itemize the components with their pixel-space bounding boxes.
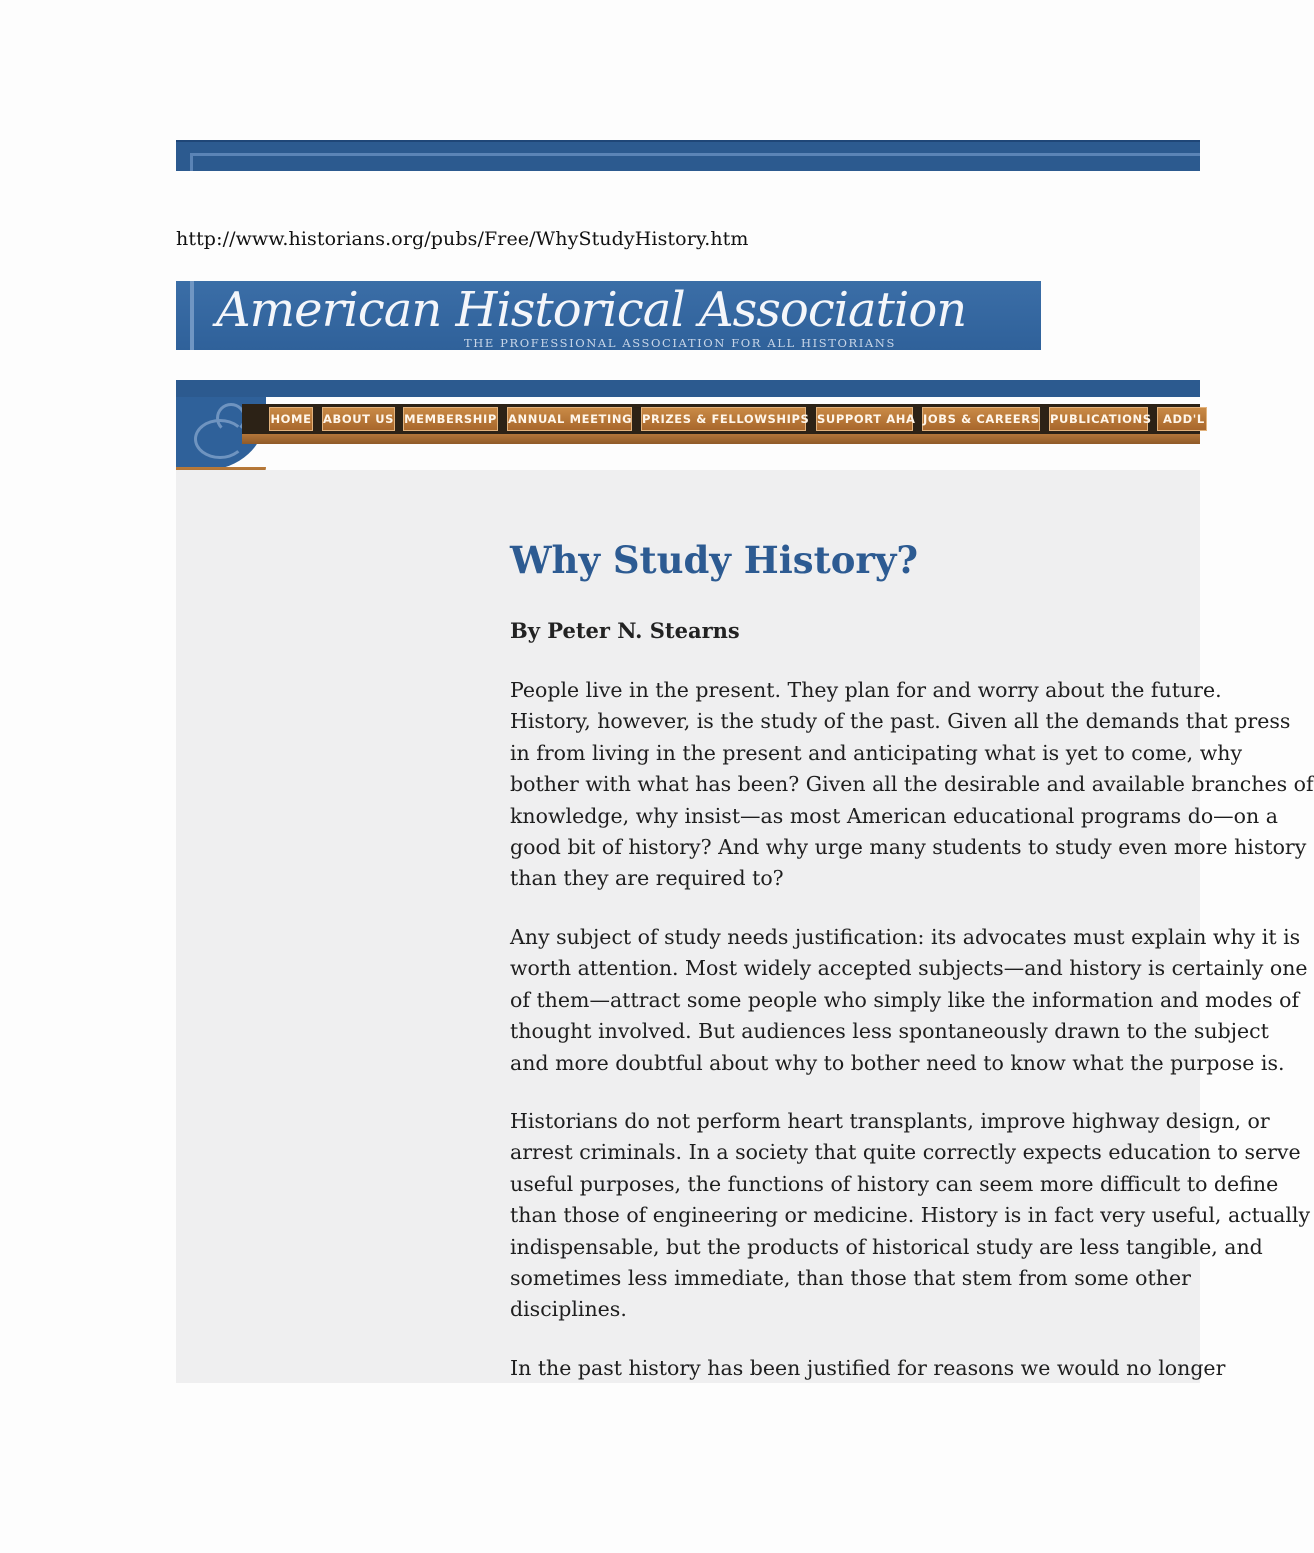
nav-bar-underline (242, 434, 1200, 444)
paragraph-line: sometimes less immediate, than those that stem from some other (510, 1265, 1191, 1290)
source-url: http://www.historians.org/pubs/Free/WhyStudyHistory.htm (176, 228, 749, 250)
paragraph-line: History, however, is the study of the past. Given all the demands that press (510, 709, 1291, 734)
top-decorative-band (176, 140, 1200, 171)
paragraph-line: bother with what has been? Given all the desirable and available branches of (510, 772, 1314, 797)
paragraph-line: good bit of history? And why urge many students to study even more history (510, 834, 1307, 859)
nav-item-home[interactable]: HOME (269, 407, 313, 431)
paragraph-3 (510, 1106, 1310, 1326)
nav-item-annual-meeting[interactable]: ANNUAL MEETING (507, 407, 632, 431)
paragraph-line: thought involved. But audiences less spontaneously drawn to the subject (510, 1019, 1269, 1044)
nav-item-prizes-fellowships[interactable]: PRIZES & FELLOWSHIPS (641, 407, 806, 431)
paragraph-line: disciplines. (510, 1297, 627, 1322)
article-title: Why Study History? (510, 538, 919, 582)
paragraph-line: and more doubtful about why to bother need to know what the purpose is. (510, 1050, 1285, 1075)
nav-item-membership[interactable]: MEMBERSHIP (403, 407, 498, 431)
paragraph-line: Any subject of study needs justification: its advocates must explain why it is (510, 925, 1301, 949)
paragraph-line: of them—attract some people who simply like the information and modes of (510, 987, 1300, 1012)
paragraph-line: In the past history has been justified for reasons we would no longer (510, 1356, 1226, 1380)
nav-top-gap (176, 397, 1200, 401)
nav-item-about-us[interactable]: ABOUT US (322, 407, 395, 431)
article-area (176, 470, 1314, 1383)
band-inner-line (190, 153, 1200, 156)
paragraph-4 (510, 1353, 1225, 1384)
paragraph-line: knowledge, why insist—as most American educational programs do—on a (510, 803, 1278, 828)
nav-item-additional[interactable]: ADD'L (1157, 407, 1207, 431)
paragraph-line: useful purposes, the functions of history can seem more difficult to define (510, 1171, 1279, 1196)
paragraph-line: indispensable, but the products of historical study are less tangible, and (510, 1234, 1263, 1259)
banner-subtitle: THE PROFESSIONAL ASSOCIATION FOR ALL HISTORIANS (464, 336, 896, 350)
paragraph-line: worth attention. Most widely accepted subjects—and history is certainly one (510, 956, 1308, 981)
band-inner-edge (190, 153, 193, 171)
nav-item-jobs-careers[interactable]: JOBS & CAREERS (922, 407, 1040, 431)
aha-banner (176, 281, 1041, 350)
paragraph-line: Historians do not perform heart transplants, improve highway design, or (510, 1109, 1270, 1133)
paragraph-2 (510, 922, 1308, 1079)
paragraph-line: in from living in the present and anticipating what is yet to come, why (510, 740, 1243, 765)
paragraph-1 (510, 675, 1314, 895)
nav-top-band (176, 380, 1200, 397)
site-navigation (176, 380, 1205, 470)
nav-item-support-aha[interactable]: SUPPORT AHA (816, 407, 913, 431)
nav-item-publications[interactable]: PUBLICATIONS (1049, 407, 1148, 431)
paragraph-line: People live in the present. They plan for and worry about the future. (510, 678, 1222, 702)
paragraph-line: arrest criminals. In a society that quite correctly expects education to serve (510, 1140, 1301, 1165)
paragraph-line: than those of engineering or medicine. History is in fact very useful, actually (510, 1203, 1311, 1228)
article-byline: By Peter N. Stearns (510, 618, 740, 643)
banner-side-strip (190, 281, 194, 350)
banner-title: American Historical Association (216, 282, 967, 338)
paragraph-line: than they are required to? (510, 866, 784, 891)
